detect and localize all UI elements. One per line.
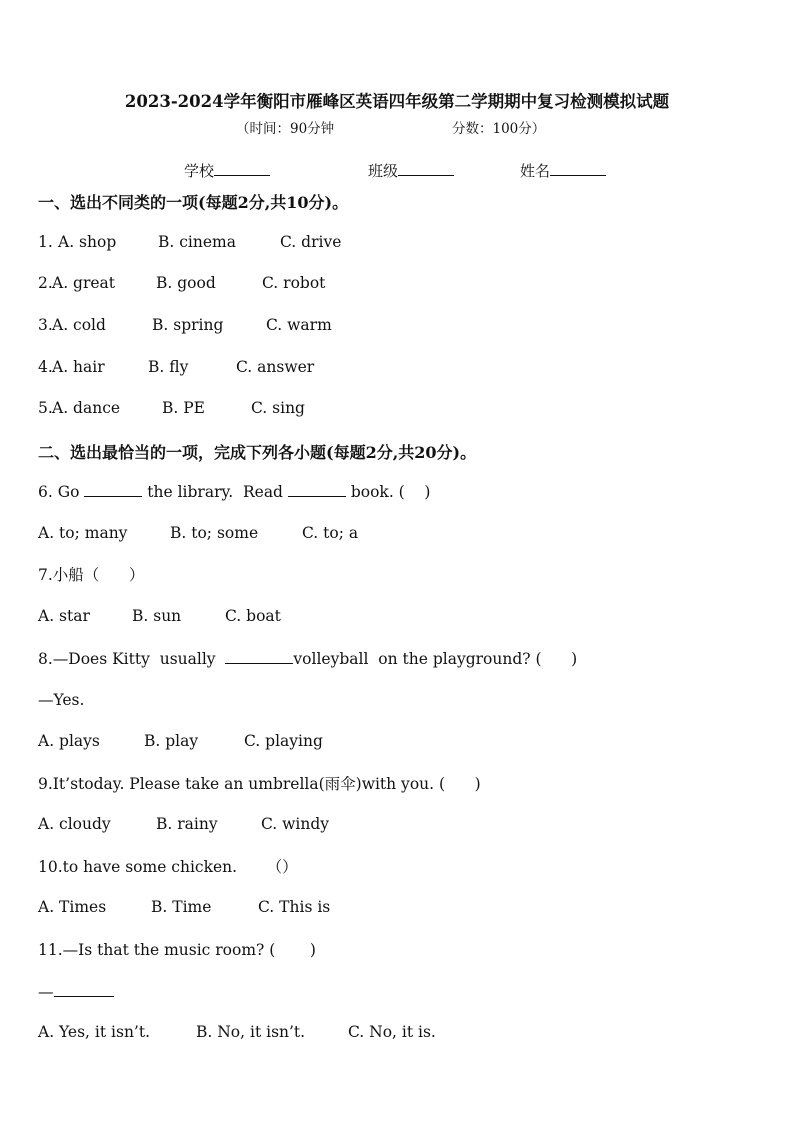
option-c[interactable]: C. No, it is. <box>348 1023 436 1041</box>
answer-blank[interactable] <box>84 482 142 497</box>
option-b[interactable]: B. to; some <box>170 524 259 542</box>
option-a[interactable]: A. to; many <box>38 524 128 542</box>
option-c[interactable]: C. playing <box>244 732 323 750</box>
question-8-stem: 8.—Does Kitty usually volleyball on the playground? ( ) <box>38 650 578 668</box>
option-a[interactable]: A. hair <box>52 358 105 376</box>
school-blank[interactable] <box>214 161 270 176</box>
option-b[interactable]: B. PE <box>162 399 205 417</box>
question-number: 3. <box>38 316 53 334</box>
option-a[interactable]: A. shop <box>58 233 117 251</box>
question-11-stem: 11.—Is that the music room? ( ) <box>38 941 316 959</box>
option-a[interactable]: A. cloudy <box>38 815 111 833</box>
school-label: 学校 <box>184 162 215 180</box>
section2-heading: 二、选出最恰当的一项，完成下列各小题(每题2分,共20分)。 <box>38 443 477 462</box>
question-11-reply: — <box>38 982 114 1002</box>
question-7-stem: 7.小船（ ） <box>38 566 145 584</box>
question-10-stem: 10.to have some chicken. （） <box>38 858 298 876</box>
option-a[interactable]: A. Times <box>38 898 107 916</box>
option-b[interactable]: B. rainy <box>156 815 218 833</box>
option-a[interactable]: A. plays <box>38 732 100 750</box>
answer-blank[interactable] <box>225 649 293 664</box>
option-b[interactable]: B. play <box>144 732 199 750</box>
class-field <box>368 160 454 181</box>
option-c[interactable]: C. to; a <box>302 524 359 542</box>
school-field <box>184 160 270 181</box>
option-b[interactable]: B. spring <box>152 316 224 334</box>
answer-blank[interactable] <box>288 482 346 497</box>
answer-blank[interactable] <box>54 982 114 997</box>
class-blank[interactable] <box>398 161 454 176</box>
option-b[interactable]: B. fly <box>148 358 189 376</box>
option-b[interactable]: B. cinema <box>158 233 236 251</box>
option-a[interactable]: A. great <box>52 274 116 292</box>
question-number: 5. <box>38 399 53 417</box>
option-b[interactable]: B. good <box>156 274 216 292</box>
name-blank[interactable] <box>550 161 606 176</box>
option-a[interactable]: A. star <box>38 607 90 625</box>
name-label: 姓名 <box>520 162 551 180</box>
question-number: 1. <box>38 233 58 251</box>
exam-title: 2023-2024学年衡阳市雁峰区英语四年级第二学期期中复习检测模拟试题 <box>124 92 670 111</box>
option-c[interactable]: C. answer <box>236 358 315 376</box>
option-a[interactable]: A. dance <box>52 399 121 417</box>
name-field <box>520 160 606 181</box>
option-b[interactable]: B. No, it isn’t. <box>196 1023 306 1041</box>
option-c[interactable]: C. This is <box>258 898 331 916</box>
option-c[interactable]: C. sing <box>251 399 305 417</box>
option-a[interactable]: A. Yes, it isn’t. <box>38 1023 151 1041</box>
question-number: 2. <box>38 274 53 292</box>
exam-score: 分数：100分） <box>452 121 546 137</box>
option-c[interactable]: C. windy <box>261 815 330 833</box>
option-c[interactable]: C. drive <box>280 233 342 251</box>
option-c[interactable]: C. warm <box>266 316 332 334</box>
option-a[interactable]: A. cold <box>52 316 106 334</box>
question-number: 4. <box>38 358 53 376</box>
class-label: 班级 <box>368 162 399 180</box>
section1-heading: 一、选出不同类的一项(每题2分,共10分)。 <box>38 193 349 212</box>
question-6-stem: 6. Go the library. Read book. ( ) <box>38 483 431 501</box>
option-c[interactable]: C. robot <box>262 274 326 292</box>
option-c[interactable]: C. boat <box>225 607 281 625</box>
exam-time: （时间：90分钟 <box>236 121 335 137</box>
option-b[interactable]: B. sun <box>132 607 182 625</box>
question-9-stem: 9.It’stoday. Please take an umbrella(雨伞)with you. ( ) <box>38 775 481 793</box>
question-8-reply: —Yes. <box>38 691 85 709</box>
option-b[interactable]: B. Time <box>151 898 212 916</box>
